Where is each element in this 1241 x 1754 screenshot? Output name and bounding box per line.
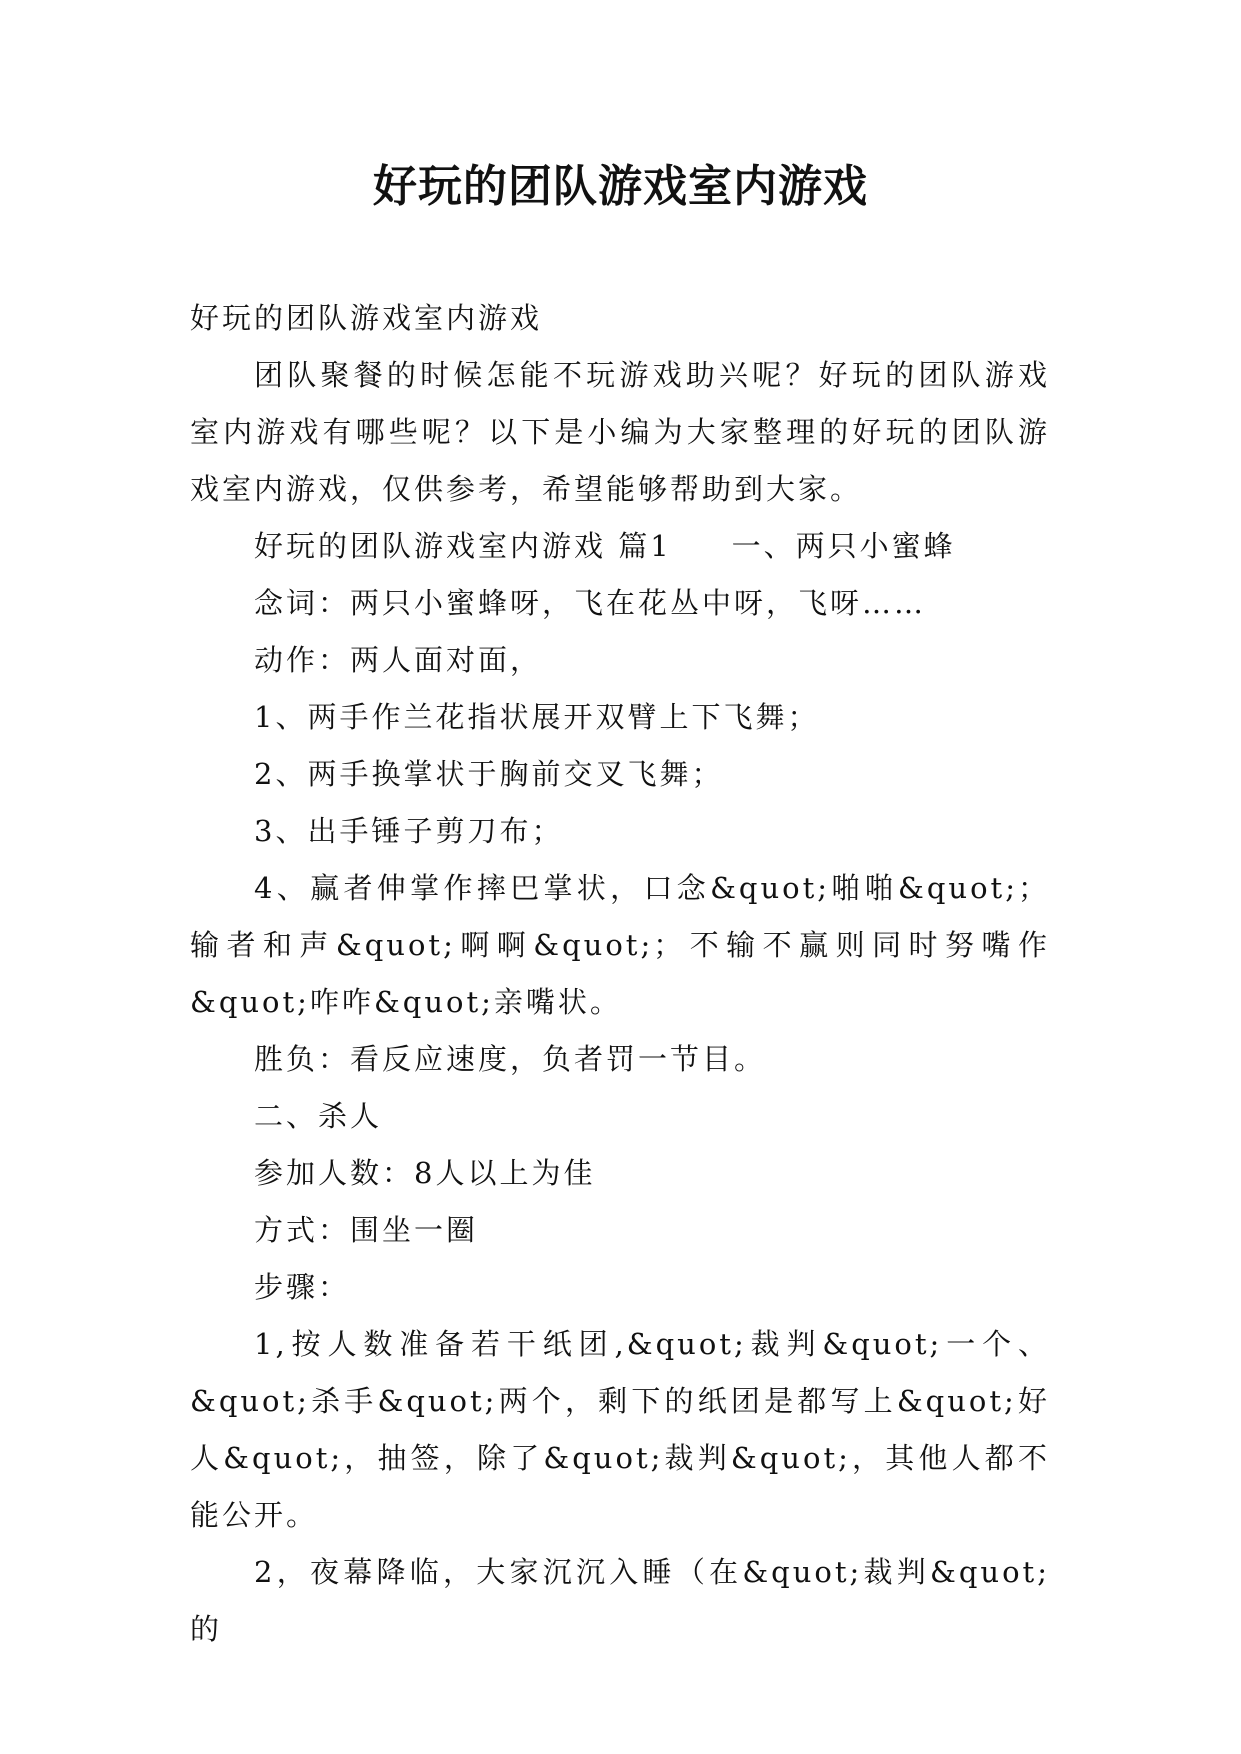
document-body [190, 290, 1050, 1658]
step-3-paragraph: 3、出手锤子剪刀布； [254, 814, 564, 848]
kill-step-1-paragraph: 1,按人数准备若干纸团,&quot;裁判&quot;一个、&quot;杀手&quot;两个，剩下的纸团是都写上&quot;好人&quot;，抽签，除了&quot;裁判&quot;，其他人都不能公开。 [190, 1327, 1050, 1532]
section-heading: 好玩的团队游戏室内游戏 篇1 [254, 529, 672, 563]
result-paragraph: 胜负：看反应速度，负者罚一节目。 [254, 1042, 767, 1076]
intro-paragraph: 团队聚餐的时候怎能不玩游戏助兴呢？好玩的团队游戏室内游戏有哪些呢？以下是小编为大家整理的好玩的团队游戏室内游戏，仅供参考，希望能够帮助到大家。 [190, 358, 1050, 506]
step-2-paragraph: 2、两手换掌状于胸前交叉飞舞； [254, 757, 724, 791]
format-paragraph: 方式：围坐一圈 [254, 1213, 479, 1247]
action-paragraph: 动作：两人面对面， [254, 643, 543, 677]
game-heading-2: 二、杀人 [254, 1099, 383, 1133]
step-1-paragraph: 1、两手作兰花指状展开双臂上下飞舞； [254, 700, 820, 734]
chant-paragraph: 念词：两只小蜜蜂呀，飞在花丛中呀，飞呀…… [254, 586, 927, 620]
section-heading-line [190, 518, 1050, 575]
document-subtitle: 好玩的团队游戏室内游戏 [190, 301, 543, 335]
page-title: 好玩的团队游戏室内游戏 [373, 161, 868, 212]
kill-step-2-paragraph: 2，夜幕降临，大家沉沉入睡（在&quot;裁判&quot;的 [190, 1555, 1050, 1646]
steps-heading: 步骤： [254, 1270, 351, 1304]
players-paragraph: 参加人数：8人以上为佳 [254, 1156, 596, 1190]
step-4-paragraph: 4、赢者伸掌作摔巴掌状，口念&quot;啪啪&quot;；输者和声&quot;啊啊&quot;；不输不赢则同时努嘴作&quot;咋咋&quot;亲嘴状。 [190, 871, 1050, 1019]
game-heading-1: 一、两只小蜜蜂 [731, 529, 956, 563]
